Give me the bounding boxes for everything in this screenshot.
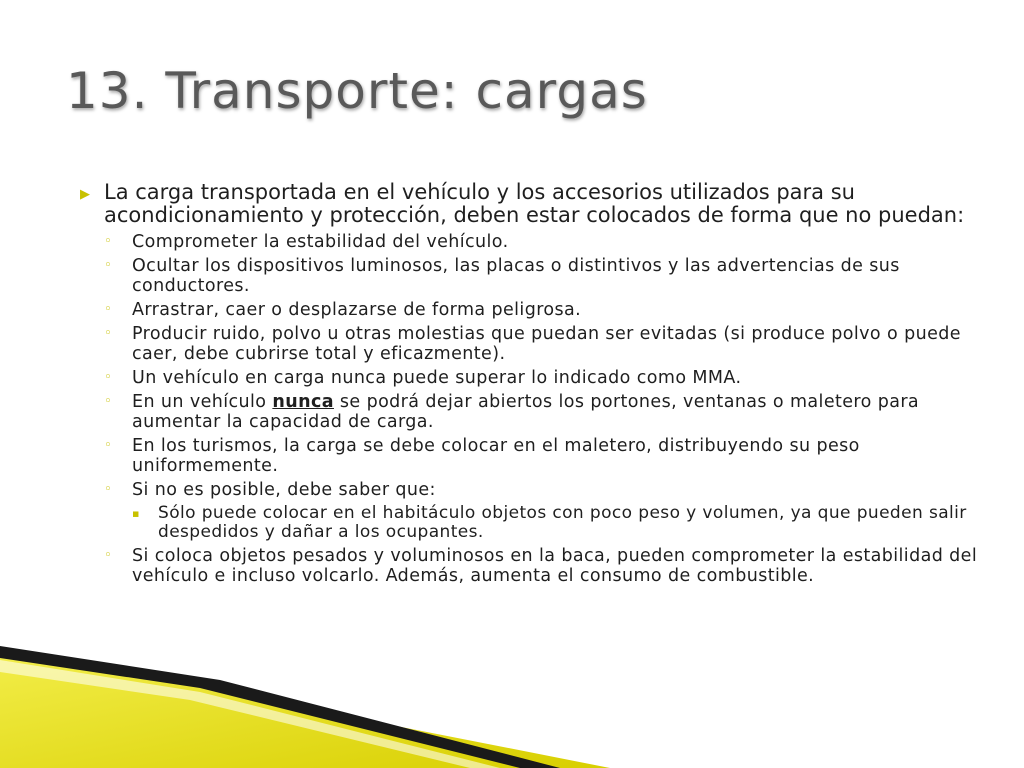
bullet-level2 [78,480,978,500]
bullet-text: Ocultar los dispositivos luminosos, las placas o distintivos y las advertencias de sus conductores. [132,256,900,296]
bullet-text [132,392,919,432]
bullet-level1 [78,181,978,227]
bullet-level2 [78,300,978,320]
decorative-stripes [0,600,620,768]
bullet-text: Comprometer la estabilidad del vehículo. [132,232,509,252]
bullet-level3 [78,504,978,542]
bullet-level2 [78,368,978,388]
ring-bullet-icon: ◦ [104,326,113,341]
ring-bullet-icon: ◦ [104,234,113,249]
bullet-text: Si coloca objetos pesados y voluminosos en la baca, pueden comprometer la estabilidad del vehículo e incluso volcarlo. Además, aumenta el consumo de combustible. [132,546,978,586]
ring-bullet-icon: ◦ [104,482,113,497]
ring-bullet-icon: ◦ [104,394,113,409]
bullet-text: Si no es posible, debe saber que: [132,480,436,500]
bullet-text-part: En un vehículo [132,392,273,412]
bullet-level2 [78,232,978,252]
bullet-text: Arrastrar, caer o desplazarse de forma peligrosa. [132,300,582,320]
emphasis-nunca: nunca [272,392,334,412]
bullet-text: En los turismos, la carga se debe colocar en el maletero, distribuyendo su peso uniformemente. [132,436,860,476]
triangle-bullet-icon: ▶ [80,187,90,202]
dot-bullet-icon: ▪ [132,507,140,520]
bullet-level2 [78,256,978,296]
bullet-level2 [78,436,978,476]
bullet-level2 [78,392,978,432]
bullet-text: Sólo puede colocar en el habitáculo objetos con poco peso y volumen, ya que pueden salir despedidos y dañar a los ocupantes. [158,503,967,542]
bullet-level2 [78,324,978,364]
bullet-level2 [78,546,978,586]
bullet-text: La carga transportada en el vehículo y los accesorios utilizados para su acondicionamiento y protección, deben estar colocados de forma que no puedan: [104,180,965,227]
ring-bullet-icon: ◦ [104,438,113,453]
slide-title: 13. Transporte: cargas [66,62,648,120]
slide-body [78,181,978,586]
bullet-text: Un vehículo en carga nunca puede superar lo indicado como MMA. [132,368,742,388]
bullet-text: Producir ruido, polvo u otras molestias que puedan ser evitadas (si produce polvo o puede caer, debe cubrirse total y eficazmente). [132,324,961,364]
ring-bullet-icon: ◦ [104,258,113,273]
ring-bullet-icon: ◦ [104,370,113,385]
ring-bullet-icon: ◦ [104,302,113,317]
ring-bullet-icon: ◦ [104,548,113,563]
bullet-text-part: se podrá dejar abiertos los portones, ventanas o maletero para aumentar la capacidad de carga. [132,392,920,432]
